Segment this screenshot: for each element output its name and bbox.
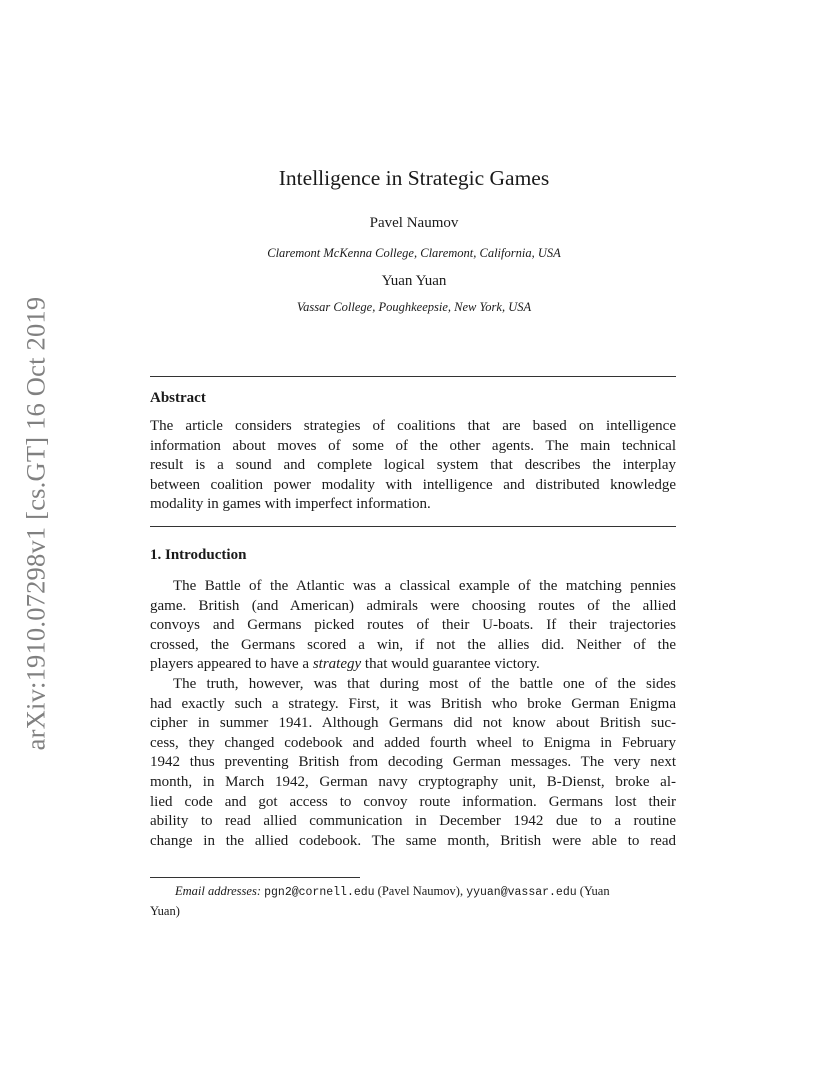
abstract-line: result is a sound and complete logical system that describes the interplay xyxy=(150,457,676,474)
body-line: 1942 thus preventing British from decoding German messages. The very next xyxy=(150,754,676,771)
footnote-rule xyxy=(150,877,360,878)
body-text: players appeared to have a xyxy=(150,656,313,673)
body-line: cipher in summer 1941. Although Germans did not know about British suc- xyxy=(150,715,676,732)
abstract-body xyxy=(150,417,676,515)
body-line: cess, they changed codebook and added fourth wheel to Enigma in February xyxy=(150,734,676,751)
body-line: had exactly such a strategy. First, it was British who broke German Enigma xyxy=(150,695,676,712)
footnote-label: Email addresses: xyxy=(175,884,261,898)
body-line: ability to read allied communication in December 1942 due to a routine xyxy=(150,813,676,830)
body-line: crossed, the Germans scored a win, if not the allies did. Neither of the xyxy=(150,636,676,653)
arxiv-side-stamp xyxy=(18,286,54,760)
intro-paragraph-1 xyxy=(150,577,676,675)
abstract-line: The article considers strategies of coalitions that are based on intelligence xyxy=(150,418,676,434)
email-link[interactable]: yyuan@vassar.edu xyxy=(466,886,577,899)
author-affiliation: Claremont McKenna College, Claremont, California, USA xyxy=(267,246,561,260)
abstract-line: modality in games with imperfect information. xyxy=(150,496,431,513)
body-line xyxy=(150,655,676,675)
abstract-line: information about moves of some of the other agents. The main technical xyxy=(150,437,676,454)
body-line: month, in March 1942, German navy cryptography unit, B-Dienst, broke al- xyxy=(150,773,676,790)
footnote xyxy=(150,882,676,920)
paper-title: Intelligence in Strategic Games xyxy=(278,166,550,190)
section-heading: 1. Introduction xyxy=(150,547,247,563)
author-name: Yuan Yuan xyxy=(381,273,447,289)
author-name: Pavel Naumov xyxy=(369,215,459,231)
footnote-name: (Yuan xyxy=(579,884,610,898)
abstract-line: between coalition power modality with intelligence and distributed knowledge xyxy=(150,476,676,493)
body-line: convoys and Germans picked routes of their U-boats. If their trajectories xyxy=(150,617,676,634)
footnote-name: Yuan) xyxy=(150,904,180,918)
body-line: The Battle of the Atlantic was a classical example of the matching pennies xyxy=(173,578,676,594)
footnote-name: (Pavel Naumov), xyxy=(377,884,464,898)
body-line: The truth, however, was that during most of the battle one of the sides xyxy=(173,676,676,692)
emphasis-text: strategy xyxy=(312,656,362,673)
abstract-heading: Abstract xyxy=(150,390,206,406)
arxiv-identifier: arXiv:1910.07298v1 [cs.GT] 16 Oct 2019 xyxy=(20,296,51,750)
author-affiliation: Vassar College, Poughkeepsie, New York, USA xyxy=(296,300,532,314)
body-line: change in the allied codebook. The same month, British were able to read xyxy=(150,832,676,849)
body-text: that would guarantee victory. xyxy=(361,656,540,673)
abstract-bottom-rule xyxy=(150,526,676,527)
body-line: game. British (and American) admirals were choosing routes of the allied xyxy=(150,597,676,614)
body-line: lied code and got access to convoy route information. Germans lost their xyxy=(150,793,676,810)
intro-paragraph-2 xyxy=(150,675,676,851)
abstract-top-rule xyxy=(150,376,676,377)
email-link[interactable]: pgn2@cornell.edu xyxy=(264,886,375,899)
